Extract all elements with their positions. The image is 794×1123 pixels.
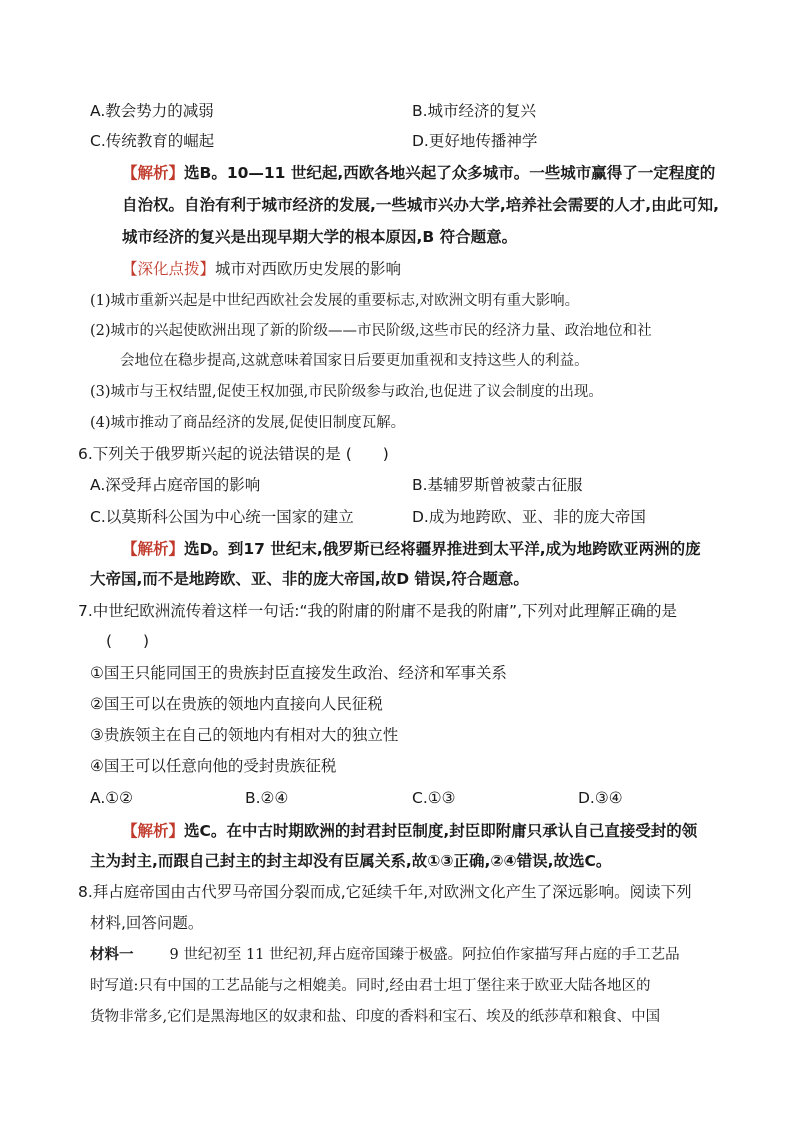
q7-item-1: ①国王只能同国王的贵族封臣直接发生政治、经济和军事关系 — [90, 664, 507, 682]
analysis-text: 选D。到17 世纪末,俄罗斯已经将疆界推进到太平洋,成为地跨欧亚两洲的庞 — [184, 540, 701, 558]
q5-option-c: C.传统教育的崛起 — [90, 132, 215, 150]
q7-option-b: B.②④ — [245, 789, 289, 807]
q6-option-a: A.深受拜占庭帝国的影响 — [90, 476, 261, 494]
q6-stem: 6.下列关于俄罗斯兴起的说法错误的是 ( ) — [78, 445, 389, 463]
analysis-tag: 【解析】 — [122, 540, 185, 558]
analysis-text: 选C。在中古时期欧洲的封君封臣制度,封臣即附庸只承认自己直接受封的领 — [184, 822, 698, 840]
q5-tip-2: (2)城市的兴起使欧洲出现了新的阶级——市民阶级,这些市民的经济力量、政治地位和社 — [90, 323, 652, 339]
q5-tip-heading — [122, 258, 401, 280]
q5-option-a: A.教会势力的减弱 — [90, 102, 214, 120]
q7-item-2: ②国王可以在贵族的领地内直接向人民征税 — [90, 695, 383, 713]
q5-option-d: D.更好地传播神学 — [412, 132, 538, 150]
q5-analysis-line-3: 城市经济的复兴是出现早期大学的根本原因,B 符合题意。 — [122, 228, 518, 246]
tip-tag: 【深化点拨】 — [122, 260, 216, 278]
q6-analysis-line-2: 大帝国,而不是地跨欧、亚、非的庞大帝国,故D 错误,符合题意。 — [90, 570, 529, 588]
material-text: 9 世纪初至 11 世纪初,拜占庭帝国臻于极盛。阿拉伯作家描写拜占庭的手工艺品 — [169, 947, 680, 963]
tip-title: 城市对西欧历史发展的影响 — [215, 260, 402, 278]
q5-tip-3: (3)城市与王权结盟,促使王权加强,市民阶级参与政治,也促进了议会制度的出现。 — [90, 384, 603, 400]
q7-analysis-line-1 — [122, 820, 697, 842]
material-label: 材料一 — [90, 946, 134, 963]
q8-stem-line-1: 8.拜占庭帝国由古代罗马帝国分裂而成,它延续千年,对欧洲文化产生了深远影响。阅读下列 — [78, 883, 692, 901]
q7-item-3: ③贵族领主在自己的领地内有相对大的独立性 — [90, 726, 399, 744]
q6-analysis-line-1 — [122, 538, 701, 560]
q7-stem-line-2: ( ) — [106, 632, 150, 650]
q6-option-b: B.基辅罗斯曾被蒙古征服 — [412, 476, 583, 494]
q8-stem-line-2: 材料,回答问题。 — [90, 914, 204, 932]
q8-material-line-1 — [90, 944, 680, 966]
q5-analysis-line-1 — [122, 162, 715, 184]
q5-analysis-line-2: 自治权。自治有利于城市经济的发展,一些城市兴办大学,培养社会需要的人才,由此可知, — [122, 196, 720, 214]
q5-tip-1: (1)城市重新兴起是中世纪西欧社会发展的重要标志,对欧洲文明有重大影响。 — [90, 293, 580, 309]
analysis-tag: 【解析】 — [122, 164, 185, 182]
q6-option-d: D.成为地跨欧、亚、非的庞大帝国 — [412, 508, 646, 526]
q7-item-4: ④国王可以任意向他的受封贵族征税 — [90, 757, 337, 775]
q5-tip-2-cont: 会地位在稳步提高,这就意味着国家日后要更加重视和支持这些人的利益。 — [120, 353, 589, 369]
q8-material-line-2: 时写道:只有中国的工艺品能与之相媲美。同时,经由君士坦丁堡往来于欧亚大陆各地区的 — [90, 978, 651, 994]
q7-stem-line-1: 7.中世纪欧洲流传着这样一句话:“我的附庸的附庸不是我的附庸”,下列对此理解正确的是 — [78, 602, 678, 620]
q6-option-c: C.以莫斯科公国为中心统一国家的建立 — [90, 508, 354, 526]
q5-tip-4: (4)城市推动了商品经济的发展,促使旧制度瓦解。 — [90, 415, 406, 431]
q5-option-b: B.城市经济的复兴 — [412, 102, 537, 120]
q7-analysis-line-2: 主为封主,而跟自己封主的封主却没有臣属关系,故①③正确,②④错误,故选C。 — [90, 852, 612, 870]
q7-option-a: A.①② — [90, 789, 134, 807]
analysis-tag: 【解析】 — [122, 822, 185, 840]
q7-option-d: D.③④ — [578, 789, 623, 807]
q7-option-c: C.①③ — [412, 789, 456, 807]
q8-material-line-3: 货物非常多,它们是黑海地区的奴隶和盐、印度的香料和宝石、埃及的纸莎草和粮食、中国 — [90, 1009, 661, 1025]
analysis-text: 选B。10—11 世纪起,西欧各地兴起了众多城市。一些城市赢得了一定程度的 — [184, 164, 716, 182]
